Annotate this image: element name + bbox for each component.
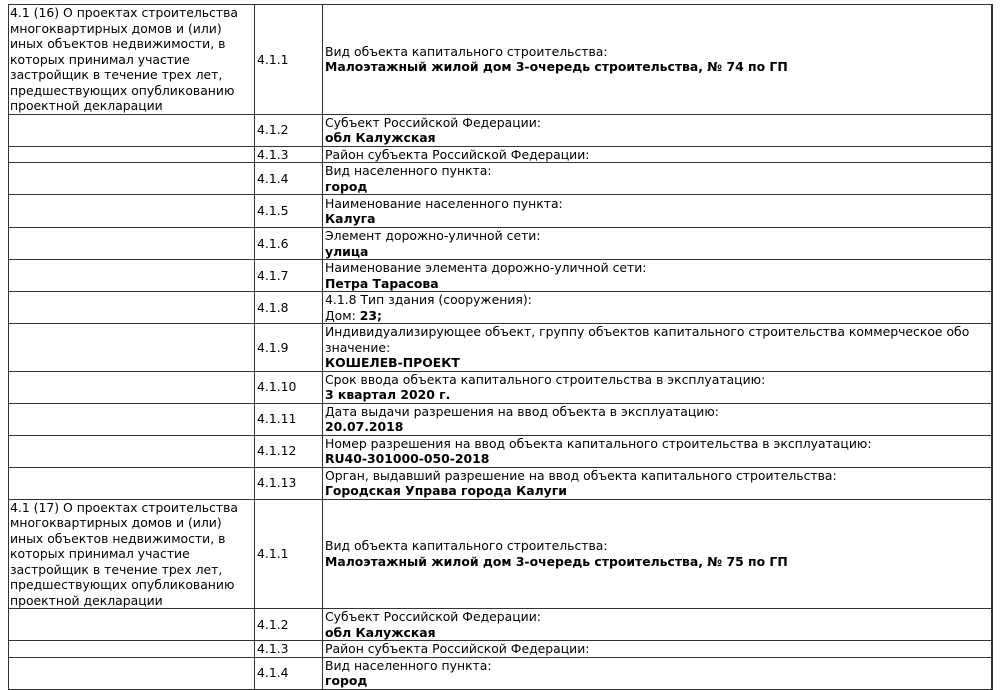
table-row (9, 499, 993, 609)
field-value: Городская Управа города Калуги (325, 483, 567, 498)
section-cell: 4.1 (16) О проектах строительства многоквартирных домов и (или) иных объектов недвижимости, в которых принимал участие застройщик в течение трех лет, предшествующих опубликованию проектной декларации (9, 5, 255, 115)
table-row (9, 403, 993, 435)
section-cell (9, 467, 255, 499)
field-cell (323, 5, 993, 115)
field-cell (323, 657, 993, 689)
table-row (9, 114, 993, 146)
field-label: 4.1.8 Тип здания (сооружения): (325, 292, 532, 307)
field-cell (323, 371, 993, 403)
field-value: Калуга (325, 211, 376, 226)
item-number: 4.1.9 (255, 324, 323, 372)
field-value: 3 квартал 2020 г. (325, 387, 451, 402)
table-row (9, 195, 993, 228)
field-cell (323, 435, 993, 467)
table-row (9, 467, 993, 499)
field-label: Вид объекта капитального строительства: (325, 43, 608, 59)
table-row (9, 146, 993, 163)
field-value: Малоэтажный жилой дом 3-очередь строительства, № 74 по ГП (325, 59, 788, 75)
section-cell (9, 195, 255, 228)
table-row (9, 228, 993, 260)
field-label: Вид объекта капитального строительства: (325, 538, 608, 554)
field-label: Срок ввода объекта капитального строительства в эксплуатацию: (325, 371, 766, 387)
table-row (9, 641, 993, 658)
project-info-table (8, 4, 993, 690)
field-value: КОШЕЛЕВ-ПРОЕКТ (325, 355, 460, 370)
field-value: улица (325, 243, 369, 259)
field-value: обл Калужская (325, 130, 436, 145)
field-value: RU40-301000-050-2018 (325, 451, 490, 466)
field-value: 23; (359, 307, 382, 323)
item-number: 4.1.10 (255, 371, 323, 403)
item-number: 4.1.13 (255, 467, 323, 499)
table-row (9, 324, 993, 372)
table-row (9, 163, 993, 195)
field-value: Малоэтажный жилой дом 3-очередь строительства, № 75 по ГП (325, 553, 788, 569)
section-cell (9, 163, 255, 195)
field-label: Элемент дорожно-уличной сети: (325, 228, 541, 243)
item-number: 4.1.3 (255, 146, 323, 163)
field-label: Номер разрешения на ввод объекта капитального строительства в эксплуатацию: (325, 435, 872, 451)
field-label: Субъект Российской Федерации: (325, 609, 541, 624)
item-number: 4.1.2 (255, 609, 323, 641)
value-prefix: Дом: (325, 307, 360, 323)
field-cell (323, 163, 993, 195)
section-cell (9, 228, 255, 260)
field-label: Вид населенного пункта: (325, 163, 492, 178)
field-cell (323, 467, 993, 499)
item-number: 4.1.11 (255, 403, 323, 435)
field-cell (323, 195, 993, 228)
field-cell (323, 260, 993, 292)
field-label: Район субъекта Российской Федерации: (325, 641, 590, 656)
table-row (9, 371, 993, 403)
table-row (9, 260, 993, 292)
section-cell (9, 657, 255, 689)
field-cell (323, 292, 993, 324)
field-cell (323, 146, 993, 163)
field-label: Район субъекта Российской Федерации: (325, 146, 590, 162)
field-label: Орган, выдавший разрешение на ввод объекта капитального строительства: (325, 467, 837, 483)
section-cell: 4.1 (17) О проектах строительства многоквартирных домов и (или) иных объектов недвижимости, в которых принимал участие застройщик в течение трех лет, предшествующих опубликованию проектной декларации (9, 499, 255, 609)
field-label: Наименование населенного пункта: (325, 195, 563, 211)
field-label: Дата выдачи разрешения на ввод объекта в эксплуатацию: (325, 403, 719, 419)
field-value: обл Калужская (325, 624, 436, 640)
field-value: город (325, 178, 368, 194)
field-cell (323, 609, 993, 641)
field-cell (323, 499, 993, 609)
item-number: 4.1.5 (255, 195, 323, 228)
section-cell (9, 641, 255, 658)
section-cell (9, 324, 255, 372)
section-cell (9, 609, 255, 641)
item-number: 4.1.4 (255, 657, 323, 689)
item-number: 4.1.12 (255, 435, 323, 467)
field-label: Наименование элемента дорожно-уличной сети: (325, 260, 647, 275)
field-label: Вид населенного пункта: (325, 657, 492, 673)
section-cell (9, 435, 255, 467)
section-cell (9, 403, 255, 435)
field-cell (323, 403, 993, 435)
item-number: 4.1.7 (255, 260, 323, 292)
item-number: 4.1.8 (255, 292, 323, 324)
field-label-cont: значение: (325, 339, 391, 355)
section-cell (9, 371, 255, 403)
table-row (9, 5, 993, 115)
item-number: 4.1.6 (255, 228, 323, 260)
table-row (9, 435, 993, 467)
field-cell (323, 114, 993, 146)
field-value: Петра Тарасова (325, 275, 439, 291)
table-row (9, 292, 993, 324)
item-number: 4.1.4 (255, 163, 323, 195)
field-cell (323, 324, 993, 372)
item-number: 4.1.2 (255, 114, 323, 146)
field-value: 20.07.2018 (325, 419, 404, 434)
field-label: Субъект Российской Федерации: (325, 114, 541, 130)
section-cell (9, 260, 255, 292)
field-label: Индивидуализирующее объект, группу объектов капитального строительства коммерческое обо (325, 324, 970, 339)
table-row (9, 609, 993, 641)
table-row (9, 657, 993, 689)
field-cell (323, 228, 993, 260)
section-cell (9, 292, 255, 324)
field-cell (323, 641, 993, 658)
field-value: город (325, 673, 368, 688)
item-number: 4.1.3 (255, 641, 323, 658)
item-number: 4.1.1 (255, 499, 323, 609)
section-cell (9, 146, 255, 163)
item-number: 4.1.1 (255, 5, 323, 115)
section-cell (9, 114, 255, 146)
